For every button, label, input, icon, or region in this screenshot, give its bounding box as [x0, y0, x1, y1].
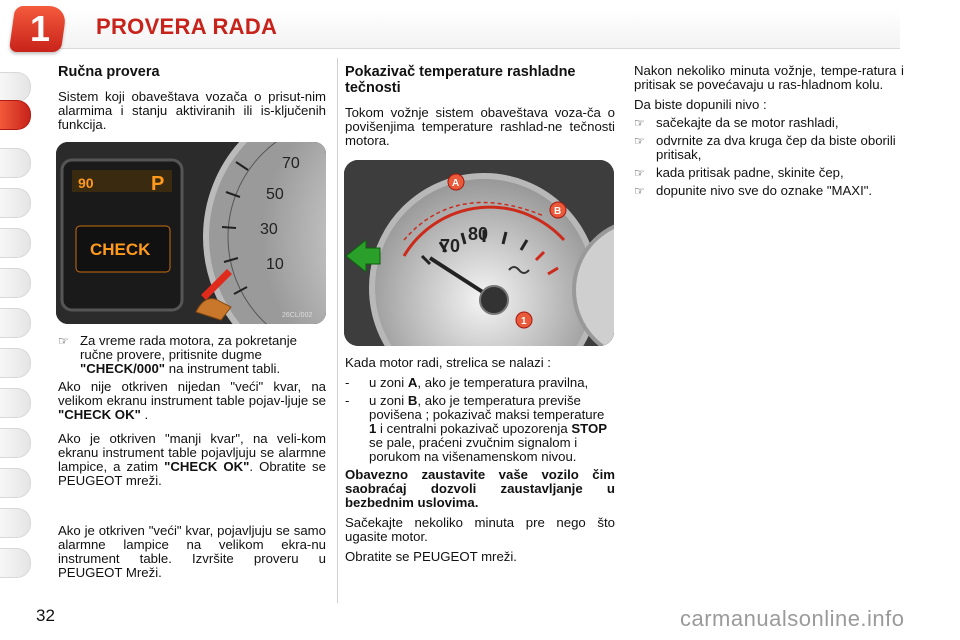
- check-button-name: "CHECK/000": [80, 361, 166, 376]
- middle-column-lower: [345, 356, 615, 570]
- page-header: [0, 0, 960, 52]
- middle-column: [345, 64, 615, 154]
- paragraph-text-end: . Obratite se PEUGEOT mreži.: [58, 459, 326, 488]
- gauge-tick-label: 30: [260, 221, 278, 238]
- coolant-gauge-illustration: [344, 160, 614, 346]
- page-number: 32: [36, 606, 55, 625]
- section-heading-manual-check: Ručna provera: [58, 64, 160, 80]
- needle-position-lead: Kada motor radi, strelica se nalazi :: [345, 355, 551, 370]
- pointing-finger-icon: ☞: [58, 334, 69, 348]
- zone-b-text-mid2: i centralni pokazivač upozorenja: [380, 421, 568, 436]
- column-divider: [337, 58, 338, 603]
- marker-1: 1: [521, 316, 527, 327]
- section-heading-coolant-temperature: Pokazivač temperature rashladne tečnosti: [345, 64, 576, 96]
- side-tab[interactable]: [0, 548, 31, 578]
- side-tab[interactable]: [0, 268, 31, 298]
- side-tab[interactable]: [0, 148, 31, 178]
- needle-hub: [480, 286, 508, 314]
- side-tab[interactable]: [0, 388, 31, 418]
- coolant-gauge-label: 70: [440, 236, 461, 256]
- zone-a-item: [345, 376, 615, 390]
- marker-a: A: [452, 178, 460, 189]
- check-ok-label: "CHECK OK": [58, 407, 141, 422]
- zone-a-text-end: , ako je temperatura pravilna,: [417, 375, 589, 390]
- coolant-gauge-label: 80: [468, 224, 489, 244]
- instrument-panel-figure: [56, 142, 326, 324]
- coolant-intro: Tokom vožnje sistem obaveštava voza-ča o povišenjima temperature rashlad-ne tečnosti motora.: [345, 105, 615, 148]
- side-tab[interactable]: [0, 468, 31, 498]
- manual-check-intro: Sistem koji obaveštava vozača o prisut-nim alarmima i stanju aktiviranih ili is-ključenih funkcija.: [58, 89, 326, 132]
- paragraph-text: Ako nije otkriven nijedan "veći" kvar, na velikom ekranu instrument table pojav-ljuje se: [58, 379, 326, 408]
- stop-vehicle-warning: Obavezno zaustavite vaše vozilo čim saobraćaj dozvoli zaustavljanje u bezbednim uslovima.: [345, 467, 615, 510]
- minor-fault-paragraph: [58, 432, 326, 488]
- stop-warning-label: STOP: [571, 421, 608, 436]
- zone-b-text-mid: , ako je temperatura previše povišena ; pokazivač maksi temperature: [369, 393, 605, 422]
- watermark-text: carmanualsonline.info: [680, 606, 905, 631]
- coolant-pressure-intro: Nakon nekoliko minuta vožnje, tempe-ratura i pritisak se povećavaju u ras-hladnom kolu.: [634, 63, 904, 92]
- max-temp-indicator-number: 1: [369, 421, 377, 436]
- pointing-finger-icon: ☞: [634, 134, 645, 148]
- zone-a-text: u zoni: [369, 375, 405, 390]
- left-column-lower: [58, 334, 326, 586]
- zone-b-label: B: [407, 393, 418, 408]
- display-gear: P: [151, 173, 165, 195]
- refill-step: [634, 116, 904, 130]
- side-tab-active[interactable]: [0, 100, 31, 130]
- dash-marker: -: [345, 393, 350, 408]
- refill-step-text: sačekajte da se motor rashladi,: [656, 115, 839, 130]
- refill-step: [634, 166, 904, 180]
- chapter-number: 1: [29, 8, 51, 49]
- display-temperature: 90: [78, 175, 94, 191]
- bullet-text-end: na instrument tabli.: [168, 361, 281, 376]
- chapter-side-tabs: [0, 64, 34, 584]
- pointing-finger-icon: ☞: [634, 116, 645, 130]
- figure-ref-code: 26CL/002: [282, 312, 313, 319]
- wait-instruction: Sačekajte nekoliko minuta pre nego što ugasite motor.: [345, 515, 615, 544]
- pointing-finger-icon: ☞: [634, 184, 645, 198]
- zone-b-text-end: se pale, praćeni zvučnim signalom i porukom na višenamenskom nivou.: [369, 435, 578, 464]
- side-tab[interactable]: [0, 508, 31, 538]
- side-tab[interactable]: [0, 308, 31, 338]
- refill-step-text: odvrnite za dva kruga čep da biste oborili pritisak,: [656, 133, 896, 162]
- refill-step-text: kada pritisak padne, skinite čep,: [656, 165, 844, 180]
- contact-instruction: Obratite se PEUGEOT mreži.: [345, 549, 517, 564]
- zone-b-text: u zoni: [369, 393, 405, 408]
- side-tab[interactable]: [0, 428, 31, 458]
- side-tab[interactable]: [0, 72, 31, 102]
- paragraph-text: Ako je otkriven "manji kvar", na veli-kom ekranu instrument table pojavljuju se alarmne lampice, a zatim: [58, 431, 326, 474]
- side-tab[interactable]: [0, 348, 31, 378]
- no-major-fault-paragraph: [58, 380, 326, 422]
- bullet-item: [58, 334, 326, 376]
- marker-b: B: [554, 206, 562, 217]
- paragraph-text-end: .: [144, 407, 149, 422]
- gauge-tick-label: 50: [266, 186, 284, 203]
- instrument-panel-illustration: [56, 142, 326, 324]
- pointing-finger-icon: ☞: [634, 166, 645, 180]
- refill-step: [634, 184, 904, 198]
- refill-step: [634, 134, 904, 162]
- refill-step-text: dopunite nivo sve do oznake "MAXI".: [656, 183, 873, 198]
- page-title: PROVERA RADA: [96, 14, 278, 39]
- left-column: [58, 64, 326, 138]
- gauge-tick-label: 10: [266, 256, 284, 273]
- gauge-tick-label: 70: [282, 155, 300, 172]
- side-tab[interactable]: [0, 228, 31, 258]
- dash-marker: -: [345, 375, 350, 390]
- right-column: [634, 64, 904, 202]
- bullet-text: Za vreme rada motora, za pokretanje ručne provere, pritisnite dugme: [80, 333, 297, 362]
- coolant-gauge-figure: [344, 160, 614, 346]
- zone-b-item: [345, 394, 615, 464]
- major-fault-paragraph: Ako je otkriven "veći" kvar, pojavljuju se samo alarmne lampice na velikom ekra-nu instrument table. Izvršite proveru u PEUGEOT Mreži.: [58, 523, 326, 580]
- side-tab[interactable]: [0, 188, 31, 218]
- display-check-text: CHECK: [90, 240, 151, 259]
- check-ok-label: "CHECK OK": [164, 459, 250, 474]
- refill-lead: Da biste dopunili nivo :: [634, 97, 767, 112]
- zone-a-label: A: [407, 375, 418, 390]
